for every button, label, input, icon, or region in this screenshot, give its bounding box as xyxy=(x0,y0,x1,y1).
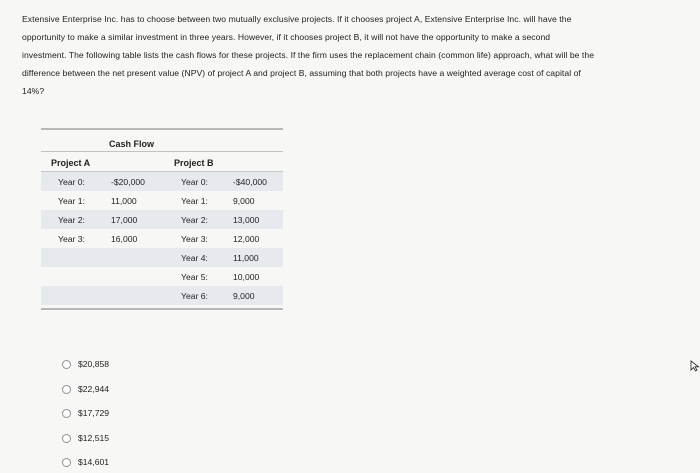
project-a-year: Year 1: xyxy=(58,196,85,206)
table-row xyxy=(41,286,283,305)
radio-button[interactable] xyxy=(62,360,71,369)
project-b-year: Year 1: xyxy=(181,196,208,206)
table-row xyxy=(41,210,283,229)
question-line: difference between the net present value (NPV) of project A and project B, assuming that both projects have a weighted average cost of capital of xyxy=(22,68,581,78)
answer-option[interactable] xyxy=(62,405,182,421)
project-b-cash-flow: 10,000 xyxy=(233,272,260,282)
project-b-year: Year 5: xyxy=(181,272,208,282)
project-b-year: Year 2: xyxy=(181,215,208,225)
table-row xyxy=(41,191,283,210)
answer-option[interactable] xyxy=(62,430,182,446)
project-b-header: Project B xyxy=(174,158,214,168)
project-b-cash-flow: 9,000 xyxy=(233,291,255,301)
answer-label: $17,729 xyxy=(78,408,110,418)
project-b-year: Year 6: xyxy=(181,291,208,301)
table-title-text: Cash Flow xyxy=(109,139,155,149)
question-text xyxy=(22,10,682,100)
table-row xyxy=(41,267,283,286)
project-b-year: Year 0: xyxy=(181,177,208,187)
project-b-cash-flow: 12,000 xyxy=(233,234,260,244)
project-b-cash-flow: 13,000 xyxy=(233,215,260,225)
question-line: opportunity to make a similar investment in three years. However, if it chooses project B, it will not have the opportunity to make a second xyxy=(22,32,551,42)
answer-option[interactable] xyxy=(62,381,182,397)
project-b-year: Year 3: xyxy=(181,234,208,244)
question-line: investment. The following table lists the cash flows for these projects. If the firm uses the replacement chain (common life) approach, what will be the xyxy=(22,50,595,60)
project-a-year: Year 0: xyxy=(58,177,85,187)
project-a-cash-flow: 11,000 xyxy=(111,196,137,206)
project-b-cash-flow: 11,000 xyxy=(233,253,259,263)
project-a-year: Year 2: xyxy=(58,215,85,225)
project-a-year: Year 3: xyxy=(58,234,85,244)
answer-label: $12,515 xyxy=(78,433,110,443)
table-header-rule xyxy=(41,151,283,152)
project-a-cash-flow: 17,000 xyxy=(111,215,138,225)
mouse-cursor-icon xyxy=(690,360,700,372)
radio-button[interactable] xyxy=(62,409,71,418)
answer-label: $22,944 xyxy=(78,384,110,394)
project-b-year: Year 4: xyxy=(181,253,208,263)
project-b-cash-flow: 9,000 xyxy=(233,196,255,206)
project-a-cash-flow: -$20,000 xyxy=(111,177,145,187)
table-row xyxy=(41,172,283,191)
question-line: Extensive Enterprise Inc. has to choose between two mutually exclusive projects. If it chooses project A, Extensive Enterprise Inc. will have the xyxy=(22,14,572,24)
radio-button[interactable] xyxy=(62,458,71,467)
cash-flow-table xyxy=(41,128,283,310)
question-line: 14%? xyxy=(22,86,45,96)
project-a-cash-flow: 16,000 xyxy=(111,234,138,244)
answer-label: $20,858 xyxy=(78,359,110,369)
answer-label: $14,601 xyxy=(78,457,110,467)
answer-option[interactable] xyxy=(62,454,182,470)
answer-option[interactable] xyxy=(62,356,182,372)
radio-button[interactable] xyxy=(62,434,71,443)
table-bottom-rule xyxy=(41,308,283,310)
table-top-rule xyxy=(41,128,283,130)
project-b-cash-flow: -$40,000 xyxy=(233,177,267,187)
project-a-header: Project A xyxy=(51,158,91,168)
table-row xyxy=(41,248,283,267)
table-row xyxy=(41,229,283,248)
radio-button[interactable] xyxy=(62,385,71,394)
